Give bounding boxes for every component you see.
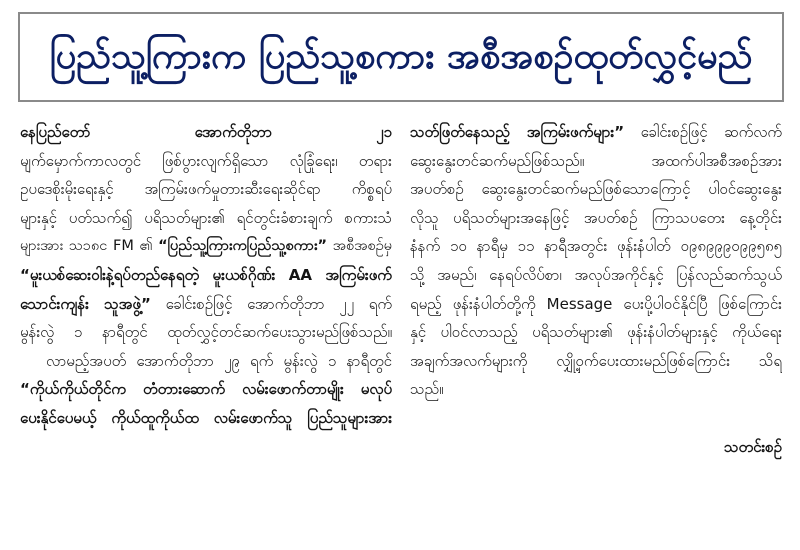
- text-segment: သောင်းကျန်း သူအဖွဲ့”: [20, 294, 151, 313]
- text-line: [20, 147, 392, 176]
- text-line: [20, 261, 392, 290]
- text-line: [410, 318, 782, 347]
- headline-frame: [18, 12, 784, 102]
- text-line: [410, 204, 782, 233]
- text-segment: “ပြည်သူ့ကြားကပြည်သူ့စကား”: [158, 238, 328, 255]
- text-line: [20, 404, 392, 433]
- text-segment: အချက်အလက်များကို လျှို့ဝှက်ပေးထားမည်ဖြစ်ကြောင်း သိရ: [410, 351, 782, 370]
- text-line: [410, 147, 782, 176]
- text-segment: နံနက် ၁၀ နာရီမှ ၁၁ နာရီအတွင်း ဖုန်းနံပါတ် ၀၉၈၉၉၉၀၉၉၅၈၅: [410, 237, 782, 256]
- text-segment: နေပြည်တော် အောက်တိုဘာ ၂၁: [20, 123, 392, 141]
- left-column: [20, 118, 392, 538]
- text-line: [20, 290, 392, 319]
- text-line: [410, 261, 782, 290]
- text-segment: သည်။: [410, 380, 444, 399]
- text-segment: သတင်းစဉ်: [724, 437, 782, 456]
- text-line: [20, 204, 392, 233]
- text-segment: လာမည့်အပတ် အောက်တိုဘာ ၂၉ ရက် မွန်းလွဲ ၁ နာရီတွင်: [46, 351, 392, 370]
- text-segment: “မူးယစ်ဆေးဝါးနဲ့ရပ်တည်နေရတဲ့ မူးယစ်ဂိုဏ်း AA အကြမ်းဖက်: [20, 265, 392, 284]
- text-line: [410, 175, 782, 204]
- text-line: [20, 347, 392, 376]
- headline: ပြည်သူ့ကြားက ပြည်သူ့စကား အစီအစဉ်ထုတ်လွှင့်မည်: [49, 36, 753, 77]
- text-line: [20, 232, 392, 261]
- text-segment: လိုသူ ပရိသတ်များအနေဖြင့် အပတ်စဉ် ကြာသပတေး နေ့တိုင်း: [410, 208, 782, 227]
- text-line: [410, 347, 782, 376]
- text-segment: အပတ်စဉ် ဆွေးနွေးတင်ဆက်မည်ဖြစ်သောကြောင့် ပါဝင်ဆွေးနွေး: [410, 180, 782, 199]
- text-segment: ခေါင်းစဉ်ဖြင့် ဆက်လက်: [624, 123, 782, 141]
- text-segment: သတ်ဖြတ်နေသည့် အကြမ်းဖက်များ”: [410, 123, 625, 141]
- text-line: [20, 118, 392, 147]
- text-segment: အစီအစဉ်မှ: [327, 238, 392, 255]
- text-line: [410, 404, 782, 433]
- text-segment: “ကိုယ်ကိုယ်တိုင်က တံတားဆောက် လမ်းဖောက်တာမျိုး မလုပ်: [20, 380, 392, 399]
- text-line: [410, 232, 782, 261]
- text-segment: ပေးနိုင်ပေမယ့် ကိုယ်ထူကိုယ်ထ လမ်းဖောက်သူ ပြည်သူများအား: [20, 408, 392, 427]
- text-segment: နှင့် ပါဝင်လာသည့် ပရိသတ်များ၏ ဖုန်းနံပါတ်များနှင့် ကိုယ်ရေး: [410, 323, 782, 342]
- text-line: [410, 290, 782, 319]
- text-line: [410, 118, 782, 147]
- text-line: [410, 433, 782, 462]
- text-line: [20, 375, 392, 404]
- text-segment: သို့ အမည်၊ နေရပ်လိပ်စာ၊ အလုပ်အကိုင်နှင့် ပြန်လည်ဆက်သွယ်: [410, 265, 782, 284]
- text-line: [20, 318, 392, 347]
- text-line: [410, 375, 782, 404]
- text-segment: များနှင့် ပတ်သက်၍ ပရိသတ်များ၏ ရင်တွင်းခံစားချက် စကားသံ: [20, 208, 392, 227]
- text-segment: ဆွေးနွေးတင်ဆက်မည်ဖြစ်သည်။ အထက်ပါအစီအစဉ်အား: [410, 151, 782, 170]
- text-segment: ဥပဒေစိုးမိုးရေးနှင့် အကြမ်းဖက်မှုတားဆီးရေးဆိုင်ရာ ကိစ္စရပ်: [20, 180, 392, 199]
- text-line: [20, 175, 392, 204]
- text-segment: မွန်းလွဲ ၁ နာရီတွင် ထုတ်လွှင့်တင်ဆက်ပေးသွားမည်ဖြစ်သည်။: [20, 323, 392, 342]
- article-body: [20, 118, 782, 538]
- text-segment: ရမည့် ဖုန်းနံပါတ်တို့ကို Message ပေးပို့ပါဝင်နိုင်ပြီ ဖြစ်ကြောင်း: [410, 294, 782, 313]
- text-segment: များအား သ၁၈င FM ၏: [20, 238, 159, 255]
- text-segment: ခေါင်းစဉ်ဖြင့် အောက်တိုဘာ ၂၂ ရက်: [150, 294, 392, 313]
- right-column: [410, 118, 782, 538]
- text-segment: မျက်မှောက်ကာလတွင် ဖြစ်ပွားလျက်ရှိသော လုံခြုံရေး၊ တရား: [20, 151, 392, 170]
